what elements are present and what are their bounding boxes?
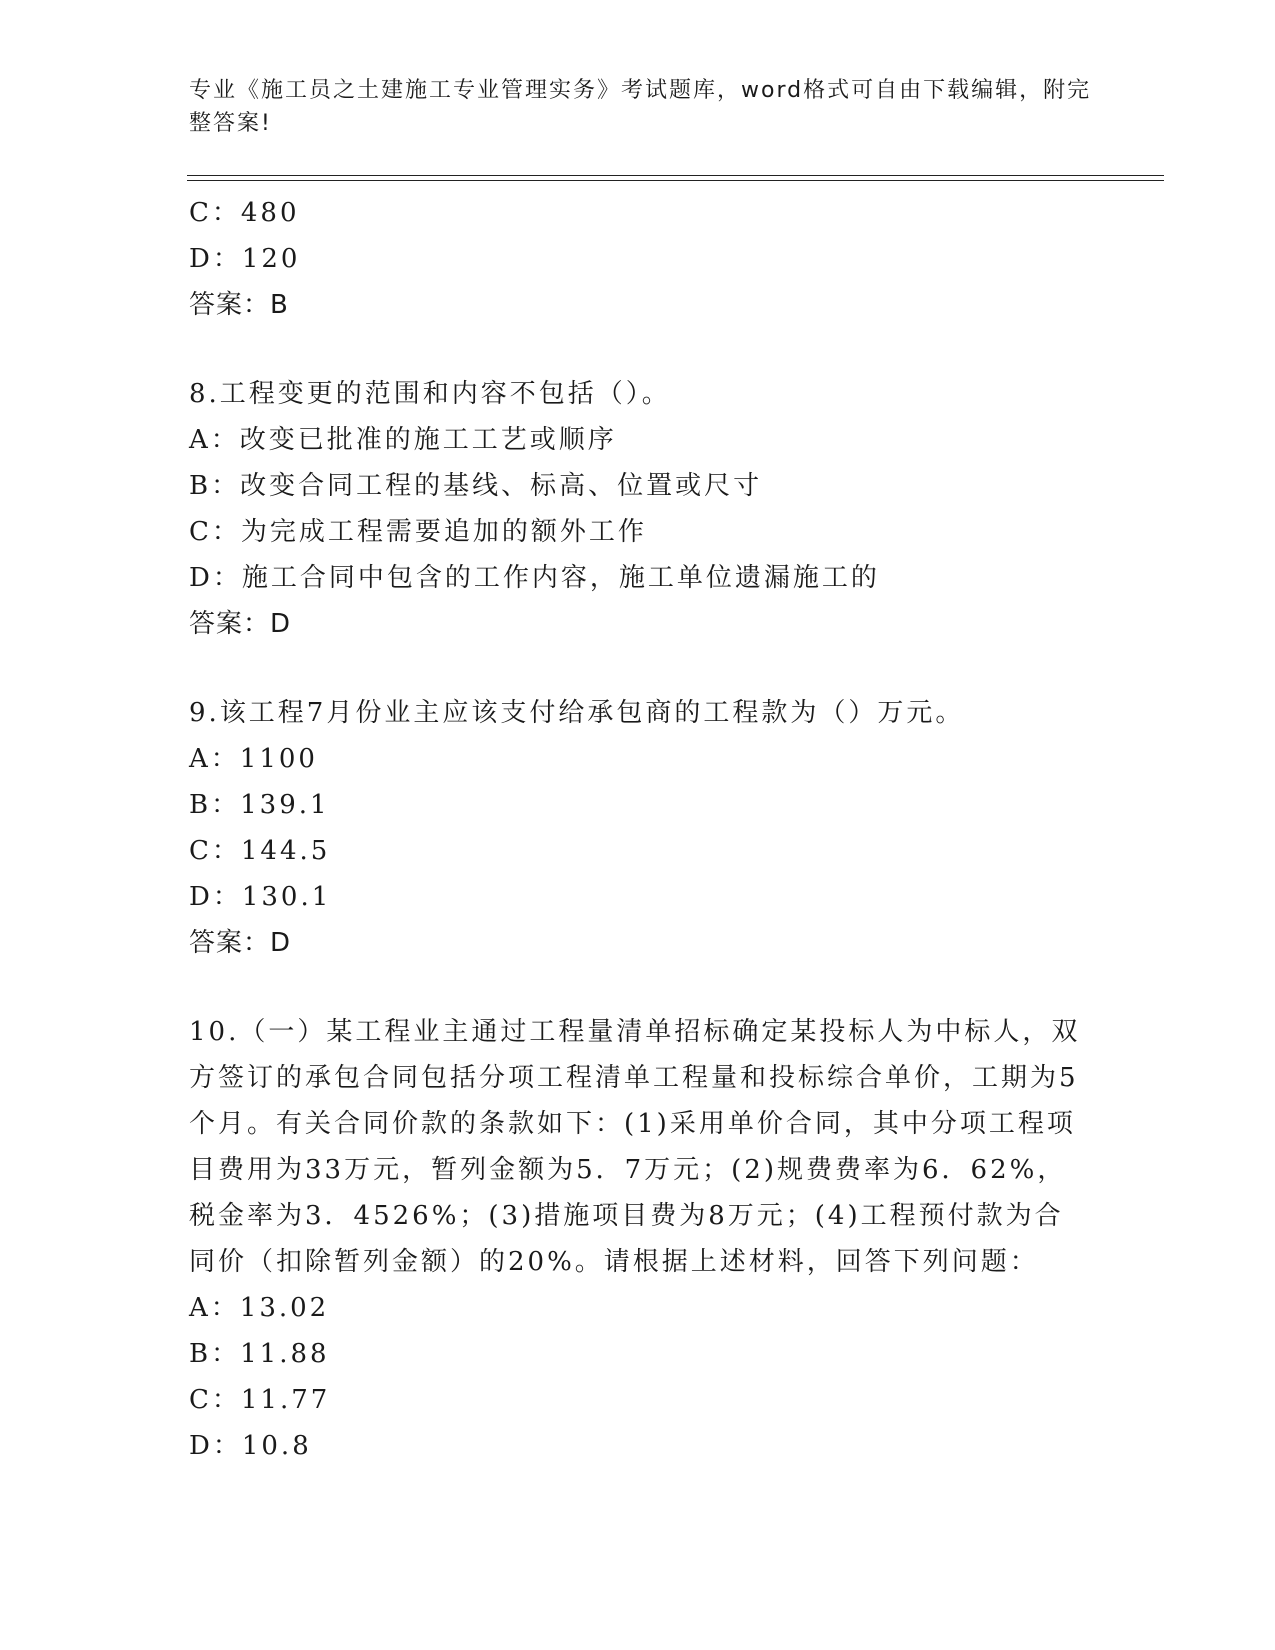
option-b: B：改变合同工程的基线、标高、位置或尺寸 [189, 471, 763, 501]
question-list [189, 190, 1089, 1469]
option-c: C：为完成工程需要追加的额外工作 [189, 517, 647, 547]
question-9 [189, 690, 1089, 966]
option-c: C：11.77 [189, 1385, 331, 1415]
option-d: D：施工合同中包含的工作内容，施工单位遗漏施工的 [189, 563, 880, 593]
header-rule-bottom [187, 180, 1164, 181]
question-8 [189, 371, 1089, 647]
header-rule-top [187, 175, 1164, 176]
question-gap [189, 966, 1089, 1009]
option-c: C：480 [189, 198, 300, 228]
option-a: A：13.02 [189, 1293, 330, 1323]
option-a: A：1100 [189, 744, 318, 774]
answer-line: 答案：B [189, 290, 289, 320]
option-d: D：130.1 [189, 882, 332, 912]
question-gap [189, 647, 1089, 690]
option-d: D：120 [189, 244, 301, 274]
option-b: B：139.1 [189, 790, 330, 820]
answer-line: 答案：D [189, 609, 292, 639]
option-b: B：11.88 [189, 1339, 330, 1369]
option-d: D：10.8 [189, 1431, 312, 1461]
option-c: C：144.5 [189, 836, 331, 866]
document-header: 专业《施工员之土建施工专业管理实务》考试题库，word格式可自由下载编辑，附完整答案! [189, 78, 1092, 136]
question-stem: 9.该工程7月份业主应该支付给承包商的工程款为（）万元。 [189, 698, 965, 728]
option-a: A：改变已批准的施工工艺或顺序 [189, 425, 617, 455]
question-gap [189, 328, 1089, 371]
question-10 [189, 1009, 1089, 1469]
question-stem: 10.（一）某工程业主通过工程量清单招标确定某投标人为中标人，双方签订的承包合同包括分项工程清单工程量和投标综合单价，工期为5个月。有关合同价款的条款如下：(1)采用单价合同，其中分项工程项目费用为33万元，暂列金额为5．7万元；(2)规费费率为6．62%，税金率为3．4526%；(3)措施项目费为8万元；(4)工程预付款为合同价（扣除暂列金额）的20%。请根据上述材料，回答下列问题： [189, 1017, 1081, 1277]
question-7-tail [189, 190, 1089, 328]
question-stem: 8.工程变更的范围和内容不包括（）。 [189, 379, 671, 409]
answer-line: 答案：D [189, 928, 292, 958]
